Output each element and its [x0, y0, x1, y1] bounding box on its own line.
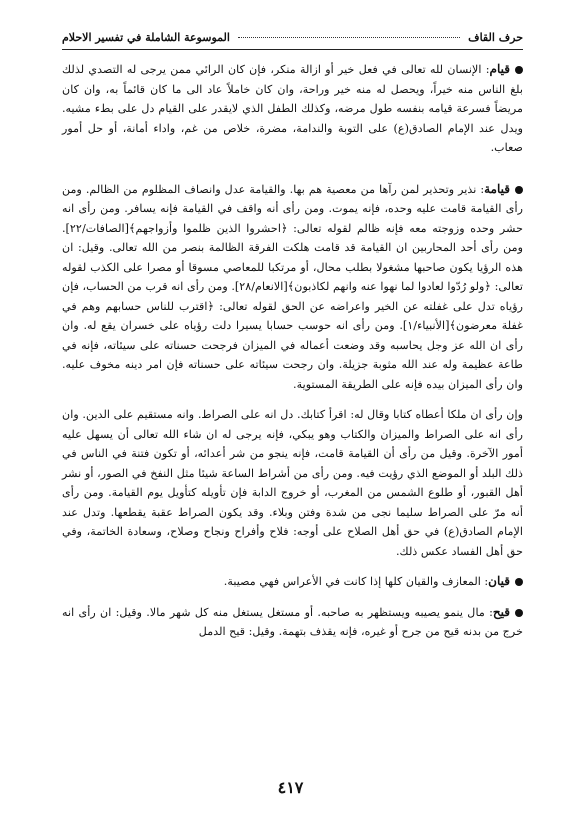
entry-text: : نذير وتحذير لمن رآها من معصية هم بها. والقيامة عدل وانصاف المظلوم من الظالم. ومن رأى القيامة قامت عليه وحده، فإنه يموت. ومن رأى أنه واقف في القيامة فإنه يسافر. ومن رأى انه حشر وحده وزوجته معه فإنه ظالم لقوله تعالى: ﴿احشروا الذين ظلموا وأزواجهم﴾[الصافات/٢٢]. ومن رأى أحد المحاربين ان القيامة قد قامت هلكت الفرقة الظالمة بنصر من الله تعالى. وقيل: ان هذه الرؤيا يكون صاحبها مشغولا بطلب محال، أو مرتكبا للمعاصي مسوقا أو مصرا على الكذب لقوله تعالى: ﴿ولو رُدّوا لعادوا لما نهوا عنه وانهم لكاذبون﴾[الانعام/٢٨]. ومن رأى انه قرب من الحساب، فإن رؤياه تدل على غفلته عن الخير واعراضه عن الحق لقوله تعالى: ﴿اقترب للناس حسابهم وهم في غفلة معرضون﴾[الأنبياء/١]. ومن رأى انه حوسب حسابا يسيرا دلت رؤياه على خسران يقع له. وان رأى ان الله عز وجل يحاسبه وقد وضعت أعماله في الميزان فرجحت حسناته على سيئاته، فإنه في طاعة عظيمة وله عند الله مثوبة جزيلة. وان رجحت سيئاته على حسناته فإن امر دينه مخوف عليه. وان رأى الميزان بيده فإنه على الطريقة المستوية. [62, 182, 523, 391]
page-number: ٤١٧ [277, 778, 304, 797]
entry-qayh [62, 603, 523, 642]
header-leader-dots [238, 37, 460, 38]
bullet-icon [515, 186, 523, 194]
bullet-icon [515, 66, 523, 74]
entry-term: قيام [489, 62, 510, 76]
header-chapter: حرف القاف [468, 31, 523, 44]
header-rule [62, 49, 523, 50]
entry-qiyam [62, 60, 523, 158]
entry-text: : الإنسان لله تعالى في فعل خير أو ازالة منكر، فإن كان الرائي ممن يرجى له التصدي لذلك بلغ الناس منه خيراً، ويحصل له منه خير وراحة، وان كان خاملاً عاد الى ما كان قائماً به، وان كان مريضاً فسرعة قيامه بنفسه طول مرضه، وكذلك الطفل الذي لايقدر على القيام دل على بطء مشيه. ويدل عند الإمام الصادق(ع) على التوبة والندامة، مضرة، خلاص من غم، واداء أمانة، أو حل أمور صعاب. [62, 63, 523, 154]
entry-text: : المعازف والقيان كلها إذا كانت في الأعراس فهي مصيبة. [223, 575, 489, 588]
entry-qiyama-continued [62, 405, 523, 561]
header-book-title: الموسوعة الشاملة في تفسير الاحلام [62, 31, 230, 44]
bullet-icon [515, 609, 523, 617]
entry-qiyama [62, 180, 523, 395]
running-header [62, 30, 523, 46]
entry-term: قيح [492, 604, 510, 619]
entry-text: : مال ينمو يصيبه ويستظهر به صاحبه. أو مستغل يستغل منه كل شهر مالا. وقيل: ان رأى انه خرج من بدنه قيح من جرح أو غيره، فإنه يقذف بتهمة. وقيل: قيح الدمل [62, 605, 523, 638]
bullet-icon [515, 578, 523, 586]
entry-text: وإن رأى ان ملكا أعطاه كتابا وقال له: اقرأ كتابك. دل انه على الصراط. وانه مستقيم على الدين. وان رأى انه على الصراط والميزان والكتاب وهو يبكي، فإنه يرجى له ان شاء الله تعالى أن يسهل عليه أمور الآخرة. وقيل من رأى أن القيامة قامت، فإنه ينجو من شر أعدائه، أو تكون فتنة في الناس في ذلك البلد أو الموضع الذي رؤيت فيه. ومن رأى من أشراط الساعة شيئا مثل النفخ في الصور، أو نشر أهل القبور، أو طلوع الشمس من المغرب، أو خروج الدابة فإن تأويله كتأويل يوم القيامة. ومن رأى أنه مرّ على الصراط سليما نجى من شدة وفتن وبلاء. وقد يكون الصراط عقبة يقطعها. وتدل عند الإمام الصادق(ع) في حق أهل الصلاح على أوجه: فلاح وأفراح ونجاح وصلاح، وسعادة الخاتمة، وفي حق أهل الفساد عكس ذلك. [62, 408, 523, 558]
entry-term: قيامة [484, 181, 510, 196]
entry-qiyan [62, 572, 523, 592]
entry-term: قيان [488, 574, 510, 588]
